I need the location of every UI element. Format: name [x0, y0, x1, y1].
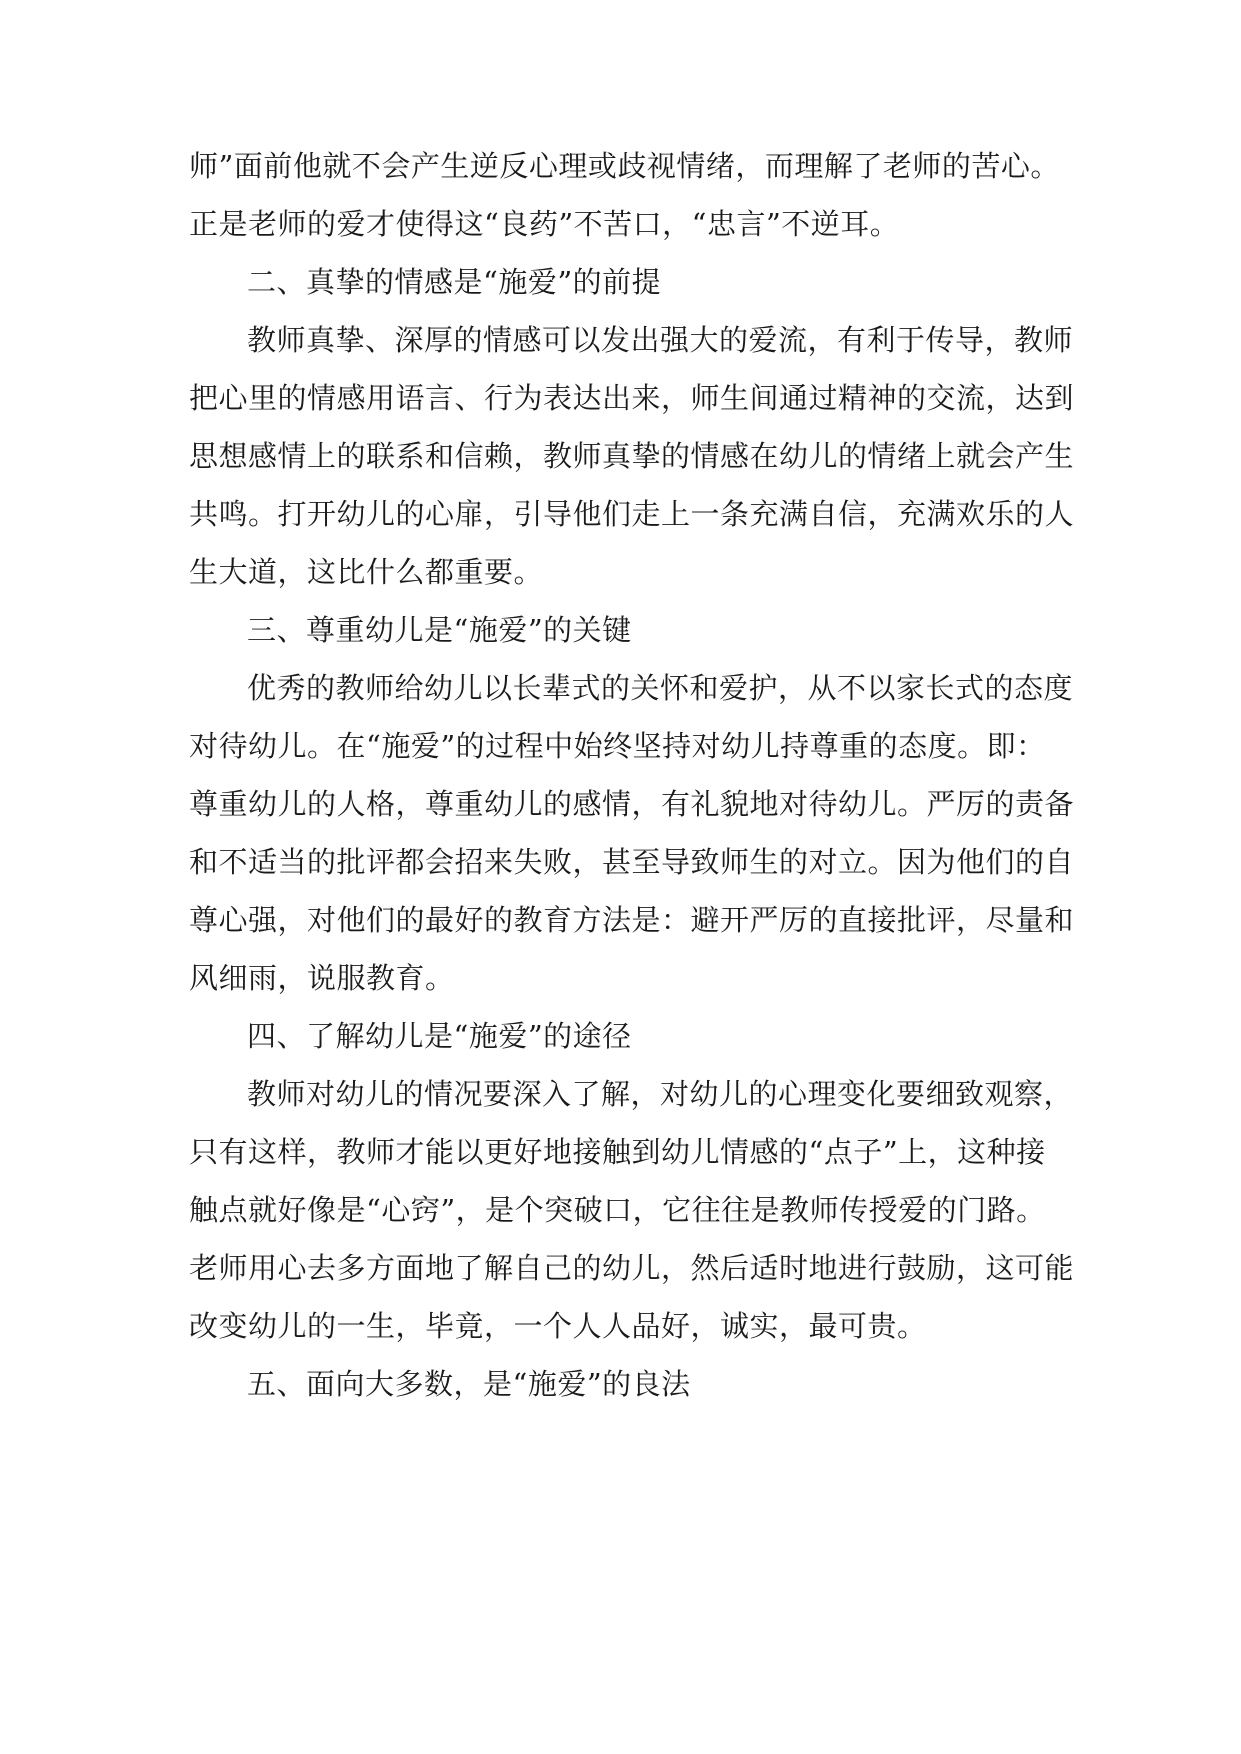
text-line: 老师用心去多方面地了解自己的幼儿，然后适时地进行鼓励，这可能 [189, 1251, 1075, 1285]
text-line: 风细雨，说服教育。 [189, 961, 455, 995]
text-line: 尊重幼儿的人格，尊重幼儿的感情，有礼貌地对待幼儿。严厉的责备 [189, 787, 1075, 821]
text-line: 教师对幼儿的情况要深入了解，对幼儿的心理变化要细致观察， [247, 1077, 1074, 1111]
section-heading: 五、面向大多数，是“施爱”的良法 [247, 1367, 691, 1401]
text-line: 师”面前他就不会产生逆反心理或歧视情绪，而理解了老师的苦心。 [189, 149, 1060, 183]
text-line: 只有这样，教师才能以更好地接触到幼儿情感的“点子”上，这种接 [189, 1135, 1046, 1169]
section-heading: 四、了解幼儿是“施爱”的途径 [247, 1019, 632, 1053]
text-line: 和不适当的批评都会招来失败，甚至导致师生的对立。因为他们的自 [189, 845, 1075, 879]
text-line: 生大道，这比什么都重要。 [189, 555, 544, 589]
section-heading: 三、尊重幼儿是“施爱”的关键 [247, 613, 632, 647]
text-line: 把心里的情感用语言、行为表达出来，师生间通过精神的交流，达到 [189, 381, 1075, 415]
text-line: 正是老师的爱才使得这“良药”不苦口，“忠言”不逆耳。 [189, 207, 900, 241]
text-line: 尊心强，对他们的最好的教育方法是：避开严厉的直接批评，尽量和 [189, 903, 1075, 937]
text-line: 触点就好像是“心窍”，是个突破口，它往往是教师传授爱的门路。 [189, 1193, 1046, 1227]
text-line: 对待幼儿。在“施爱”的过程中始终坚持对幼儿持尊重的态度。即： [189, 729, 1046, 763]
text-line: 思想感情上的联系和信赖，教师真挚的情感在幼儿的情绪上就会产生 [189, 439, 1075, 473]
text-line: 优秀的教师给幼儿以长辈式的关怀和爱护，从不以家长式的态度 [247, 671, 1074, 705]
text-line: 改变幼儿的一生，毕竟，一个人人品好，诚实，最可贵。 [189, 1309, 927, 1343]
section-heading: 二、真挚的情感是“施爱”的前提 [247, 265, 662, 299]
text-line: 教师真挚、深厚的情感可以发出强大的爱流，有利于传导，教师 [247, 323, 1074, 357]
text-line: 共鸣。打开幼儿的心扉，引导他们走上一条充满自信，充满欢乐的人 [189, 497, 1075, 531]
